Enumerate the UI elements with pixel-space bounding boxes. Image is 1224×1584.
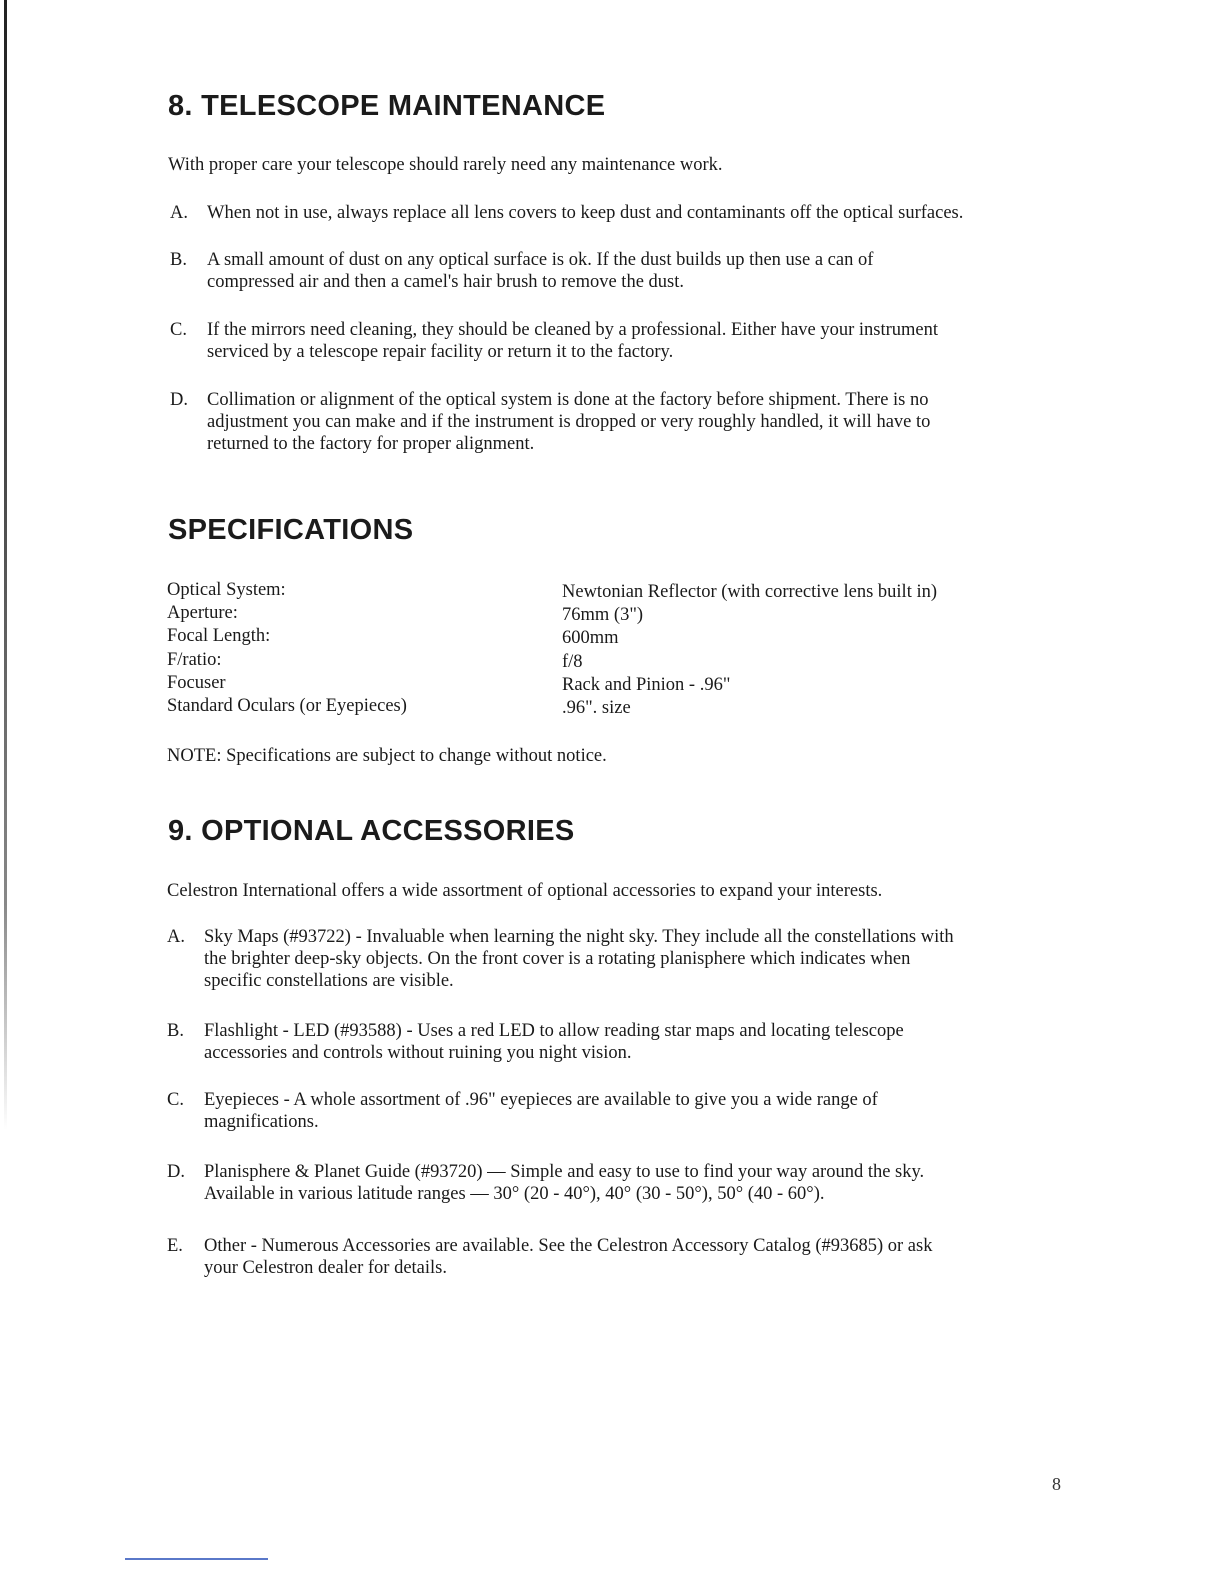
item-line: serviced by a telescope repair facility or return it to the factory. bbox=[207, 342, 674, 362]
item-line: specific constellations are visible. bbox=[204, 971, 454, 991]
spec-label: Focuser bbox=[167, 672, 226, 693]
spec-value: .96". size bbox=[562, 698, 631, 719]
item-line: If the mirrors need cleaning, they should be cleaned by a professional. Either have your instrument bbox=[207, 320, 939, 340]
maintenance-intro: With proper care your telescope should rarely need any maintenance work. bbox=[168, 155, 723, 175]
item-letter: E. bbox=[167, 1236, 183, 1256]
item-letter: A. bbox=[170, 203, 188, 223]
item-line: When not in use, always replace all lens covers to keep dust and contaminants off the optical surfaces. bbox=[207, 203, 964, 223]
spec-label: Aperture: bbox=[167, 603, 238, 624]
accessories-intro: Celestron International offers a wide assortment of optional accessories to expand your interests. bbox=[167, 881, 883, 901]
spec-labels bbox=[167, 579, 407, 718]
item-letter: B. bbox=[167, 1021, 184, 1041]
item-letter: C. bbox=[170, 320, 187, 340]
item-letter: B. bbox=[170, 250, 187, 270]
spec-value: Newtonian Reflector (with corrective lens built in) bbox=[562, 582, 938, 602]
item-line: Eyepieces - A whole assortment of .96" eyepieces are available to give you a wide range of bbox=[204, 1090, 878, 1110]
spec-value: 600mm bbox=[562, 628, 619, 649]
item-line: your Celestron dealer for details. bbox=[204, 1258, 447, 1278]
item-line: A small amount of dust on any optical surface is ok. If the dust builds up then use a can of bbox=[207, 250, 874, 270]
item-line: Available in various latitude ranges — 30° (20 - 40°), 40° (30 - 50°), 50° (40 - 60°). bbox=[204, 1184, 825, 1204]
scan-edge-shadow bbox=[4, 0, 7, 1130]
spec-value: Rack and Pinion - .96" bbox=[562, 674, 731, 695]
item-line: compressed air and then a camel's hair brush to remove the dust. bbox=[207, 272, 684, 292]
item-line: the brighter deep-sky objects. On the front cover is a rotating planisphere which indicates when bbox=[204, 949, 911, 969]
spec-value: 76mm (3") bbox=[562, 605, 644, 626]
item-line: adjustment you can make and if the instrument is dropped or very roughly handled, it will have to bbox=[207, 412, 931, 432]
item-line: Collimation or alignment of the optical system is done at the factory before shipment. There is no bbox=[207, 390, 929, 410]
page-number: 8 bbox=[1052, 1474, 1061, 1494]
accessories-heading: 9. OPTIONAL ACCESSORIES bbox=[168, 815, 575, 847]
spec-values bbox=[562, 581, 937, 720]
spec-value: f/8 bbox=[562, 651, 583, 672]
spec-label: Focal Length: bbox=[167, 626, 271, 647]
item-line: Flashlight - LED (#93588) - Uses a red LED to allow reading star maps and locating telescope bbox=[204, 1021, 904, 1041]
item-letter: A. bbox=[167, 927, 185, 947]
item-line: magnifications. bbox=[204, 1112, 319, 1132]
scan-artifact-line bbox=[125, 1558, 268, 1560]
spec-label: Standard Oculars (or Eyepieces) bbox=[167, 696, 407, 717]
spec-note: NOTE: Specifications are subject to change without notice. bbox=[167, 746, 607, 766]
spec-label: F/ratio: bbox=[167, 649, 222, 670]
item-line: returned to the factory for proper alignment. bbox=[207, 434, 535, 454]
spec-label: Optical System: bbox=[167, 580, 286, 600]
item-line: Other - Numerous Accessories are available. See the Celestron Accessory Catalog (#93685) or ask bbox=[204, 1236, 933, 1256]
specifications-heading: SPECIFICATIONS bbox=[168, 514, 414, 546]
maintenance-heading: 8. TELESCOPE MAINTENANCE bbox=[168, 90, 606, 122]
item-letter: D. bbox=[167, 1162, 185, 1182]
item-letter: C. bbox=[167, 1090, 184, 1110]
item-letter: D. bbox=[170, 390, 188, 410]
item-line: Sky Maps (#93722) - Invaluable when learning the night sky. They include all the constellations with bbox=[204, 927, 954, 947]
item-line: Planisphere & Planet Guide (#93720) — Simple and easy to use to find your way around the sky. bbox=[204, 1162, 925, 1182]
item-line: accessories and controls without ruining you night vision. bbox=[204, 1043, 632, 1063]
